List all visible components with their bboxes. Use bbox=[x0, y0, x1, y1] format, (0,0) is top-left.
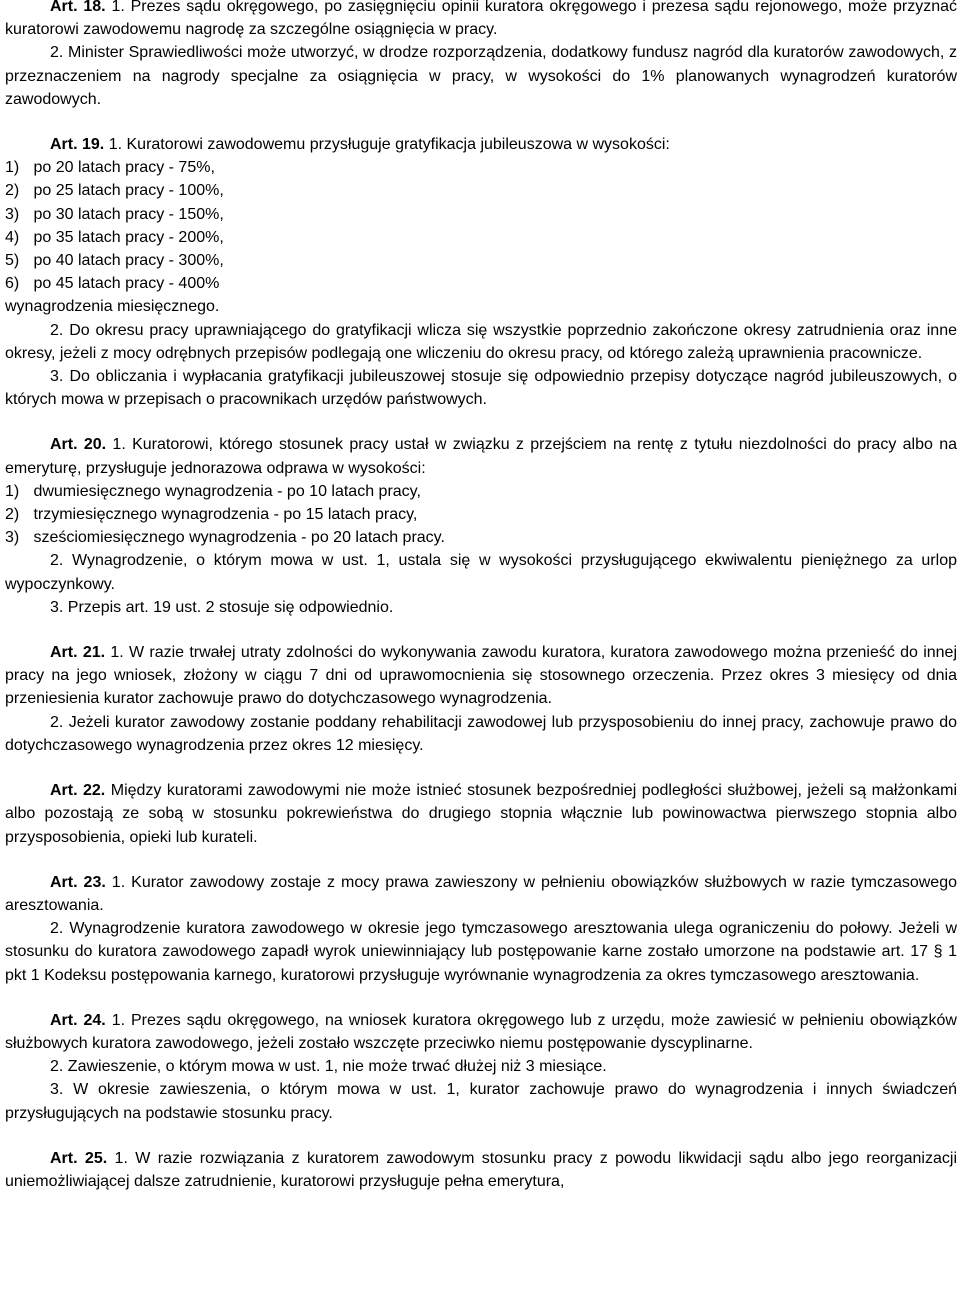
list-number: 3) bbox=[5, 529, 20, 547]
article-paragraph bbox=[5, 641, 957, 711]
paragraph-number: 1. bbox=[112, 436, 126, 454]
article-label: Art. 20. bbox=[50, 436, 107, 454]
list-number: 3) bbox=[5, 205, 20, 223]
article-22 bbox=[5, 779, 957, 849]
list-text: po 20 latach pracy - 75%, bbox=[33, 159, 215, 177]
list-text: po 40 latach pracy - 300%, bbox=[33, 252, 224, 270]
article-paragraph bbox=[5, 711, 957, 757]
article-paragraph bbox=[5, 365, 957, 411]
paragraph-number: 2. bbox=[50, 920, 64, 938]
paragraph-number: 1. bbox=[108, 136, 123, 154]
article-label: Art. 21. bbox=[50, 644, 106, 662]
article-label: Art. 22. bbox=[50, 782, 106, 800]
article-paragraph bbox=[5, 0, 957, 41]
list-item bbox=[5, 272, 957, 295]
list-tail-text: wynagrodzenia miesięcznego. bbox=[5, 298, 220, 316]
paragraph-number: 3. bbox=[50, 598, 64, 616]
paragraph-text: Kuratorowi, którego stosunek pracy ustał w związku z przejściem na rentę z tytułu niezdolności do pracy albo na emeryturę, przysługuje jednorazowa odprawa w wysokości: bbox=[5, 436, 957, 477]
list-text: dwumiesięcznego wynagrodzenia - po 10 latach pracy, bbox=[33, 482, 421, 500]
paragraph-number: 1. bbox=[111, 0, 125, 15]
paragraph-text: Prezes sądu okręgowego, po zasięgnięciu opinii kuratora okręgowego i prezesa sądu rejonowego, może przyznać kuratorowi zawodowemu nagrodę za szczególne osiągnięcia w pracy. bbox=[5, 0, 957, 39]
article-paragraph bbox=[5, 779, 957, 849]
article-paragraph bbox=[5, 133, 957, 156]
paragraph-number: 2. bbox=[50, 321, 64, 339]
paragraph-number: 2. bbox=[50, 44, 64, 62]
article-paragraph bbox=[5, 319, 957, 365]
list-text: po 45 latach pracy - 400% bbox=[33, 275, 220, 293]
paragraph-text: W razie rozwiązania z kuratorem zawodowym stosunku pracy z powodu likwidacji sądu albo jego reorganizacji uniemożliwiającej dalsze zatrudnienie, kuratorowi przysługuje pełna emerytura, bbox=[5, 1149, 957, 1190]
list-item bbox=[5, 156, 957, 179]
list-number: 1) bbox=[5, 482, 20, 500]
list-number: 5) bbox=[5, 252, 20, 270]
list-text: trzymiesięcznego wynagrodzenia - po 15 latach pracy, bbox=[33, 506, 418, 524]
article-paragraph bbox=[5, 549, 957, 595]
article-paragraph bbox=[5, 1147, 957, 1193]
article-24 bbox=[5, 1009, 957, 1125]
paragraph-text: Przepis art. 19 ust. 2 stosuje się odpowiednio. bbox=[67, 598, 394, 616]
article-paragraph bbox=[5, 917, 957, 987]
article-paragraph bbox=[5, 1009, 957, 1055]
paragraph-text: Wynagrodzenie, o którym mowa w ust. 1, ustala się w wysokości przysługującego ekwiwalentu pieniężnego za urlop wypoczynkowy. bbox=[5, 552, 957, 593]
article-label: Art. 25. bbox=[50, 1149, 108, 1167]
list-item bbox=[5, 249, 957, 272]
paragraph-text: Zawieszenie, o którym mowa w ust. 1, nie może trwać dłużej niż 3 miesiące. bbox=[67, 1058, 607, 1076]
paragraph-text: Do obliczania i wypłacania gratyfikacji jubileuszowej stosuje się odpowiednio przepisy dotyczące nagród jubileuszowych, o których mowa w przepisach o pracownikach urzędów państwowych. bbox=[5, 368, 957, 409]
paragraph-text: Do okresu pracy uprawniającego do gratyfikacji wlicza się wszystkie poprzednio zakończone okresy zatrudnienia oraz inne okresy, jeżeli z mocy odrębnych przepisów podlegają one wliczeniu do okresu pracy, od którego zależą uprawnienia pracownicze. bbox=[5, 321, 957, 362]
article-paragraph bbox=[5, 871, 957, 917]
article-paragraph bbox=[5, 1055, 957, 1078]
list-text: po 30 latach pracy - 150%, bbox=[33, 205, 224, 223]
document-page bbox=[5, 0, 957, 1193]
list-item bbox=[5, 526, 957, 549]
paragraph-number: 3. bbox=[50, 1081, 64, 1099]
paragraph-text: Jeżeli kurator zawodowy zostanie poddany rehabilitacji zawodowej lub przysposobieniu do innej pracy, zachowuje prawo do dotychczasowego wynagrodzenia przez okres 12 miesięcy. bbox=[5, 713, 957, 754]
article-paragraph bbox=[5, 41, 957, 111]
list-number: 1) bbox=[5, 159, 20, 177]
paragraph-text: Wynagrodzenie kuratora zawodowego w okresie jego tymczasowego aresztowania ulega ograniczeniu do połowy. Jeżeli w stosunku do kuratora zawodowego zapadł wyrok uniewinniający lub postępowanie karne zostało umorzone na podstawie art. 17 § 1 pkt 1 Kodeksu postępowania karnego, kuratorowi przysługuje wyrównanie wynagrodzenia za okres tymczasowego aresztowania. bbox=[5, 920, 957, 984]
list-text: po 25 latach pracy - 100%, bbox=[33, 182, 224, 200]
article-20 bbox=[5, 433, 957, 619]
article-paragraph bbox=[5, 433, 957, 479]
article-paragraph bbox=[5, 1078, 957, 1124]
article-25 bbox=[5, 1147, 957, 1193]
paragraph-number: 2. bbox=[50, 713, 64, 731]
article-paragraph bbox=[5, 596, 957, 619]
article-18 bbox=[5, 0, 957, 111]
paragraph-number: 1. bbox=[110, 644, 124, 662]
article-21 bbox=[5, 641, 957, 757]
list-item bbox=[5, 203, 957, 226]
list-item bbox=[5, 503, 957, 526]
paragraph-text: W razie trwałej utraty zdolności do wykonywania zawodu kuratora, kuratora zawodowego można przenieść do innej pracy na jego wniosek, złożony w ciągu 7 dni od uprawomocnienia się stosownego orzeczenia. Przez okres 3 miesięcy od dnia przeniesienia kurator zachowuje prawo do dotychczasowego wynagrodzenia. bbox=[5, 644, 957, 708]
paragraph-number: 1. bbox=[114, 1149, 128, 1167]
article-label: Art. 23. bbox=[50, 873, 106, 891]
list-text: po 35 latach pracy - 200%, bbox=[33, 228, 224, 246]
article-label: Art. 24. bbox=[50, 1011, 106, 1029]
paragraph-number: 2. bbox=[50, 552, 64, 570]
article-23 bbox=[5, 871, 957, 987]
paragraph-number: 3. bbox=[50, 368, 64, 386]
list-number: 2) bbox=[5, 506, 20, 524]
list-item bbox=[5, 480, 957, 503]
list-number: 2) bbox=[5, 182, 20, 200]
list-number: 4) bbox=[5, 228, 20, 246]
paragraph-text: W okresie zawieszenia, o którym mowa w ust. 1, kurator zachowuje prawo do wynagrodzenia i innych świadczeń przysługujących na podstawie stosunku pracy. bbox=[5, 1081, 957, 1122]
list-item bbox=[5, 179, 957, 202]
article-19 bbox=[5, 133, 957, 411]
paragraph-text: Minister Sprawiedliwości może utworzyć, w drodze rozporządzenia, dodatkowy fundusz nagród dla kuratorów zawodowych, z przeznaczeniem na nagrody specjalne za osiągnięcia w pracy, w wysokości do 1% planowanych wynagrodzeń kuratorów zawodowych. bbox=[5, 44, 957, 108]
paragraph-text: Kuratorowi zawodowemu przysługuje gratyfikacja jubileuszowa w wysokości: bbox=[126, 136, 670, 154]
article-label: Art. 19. bbox=[50, 136, 105, 154]
list-number: 6) bbox=[5, 275, 20, 293]
paragraph-number: 1. bbox=[111, 873, 126, 891]
paragraph-text: Kurator zawodowy zostaje z mocy prawa zawieszony w pełnieniu obowiązków służbowych w razie tymczasowego aresztowania. bbox=[5, 873, 957, 914]
paragraph-text: Prezes sądu okręgowego, na wniosek kuratora okręgowego lub z urzędu, może zawiesić w pełnieniu obowiązków służbowych kuratora zawodowego, jeżeli zostało wszczęte przeciwko niemu postępowanie dyscyplinarne. bbox=[5, 1011, 957, 1052]
paragraph-number: 1. bbox=[111, 1011, 126, 1029]
paragraph-number: 2. bbox=[50, 1058, 64, 1076]
article-label: Art. 18. bbox=[50, 0, 106, 15]
list-text: sześciomiesięcznego wynagrodzenia - po 20 latach pracy. bbox=[33, 529, 445, 547]
paragraph-text: Między kuratorami zawodowymi nie może istnieć stosunek bezpośredniej podległości służbowej, jeżeli są małżonkami albo pozostają ze sobą w stosunku pokrewieństwa do drugiego stopnia włącznie lub powinowactwa pierwszego stopnia albo przysposobienia, opieki lub kurateli. bbox=[5, 782, 958, 846]
list-item bbox=[5, 226, 957, 249]
